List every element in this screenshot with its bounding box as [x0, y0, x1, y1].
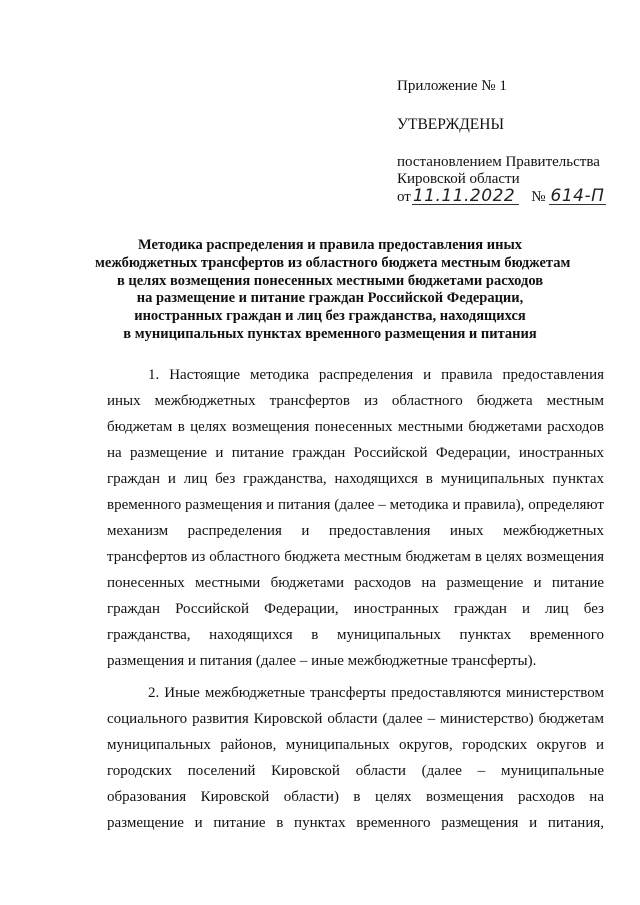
approved-heading: УТВЕРЖДЕНЫ — [397, 116, 504, 133]
paragraph-1: 1. Настоящие методика распределения и правила предоставления иных межбюджетных трансфертов из областного бюджета местным бюджетам в целях возмещения понесенных местными бюджетами расходов на размещение и питание граждан Российской Федерации, иностранных граждан и лиц без гражданства, находящихся в муниципальных пунктах временного размещения и питания (далее – методика и правила), определяют механизм распределения и предоставления иных межбюджетных трансфертов из областного бюджета местным бюджетам в целях возмещения понесенных местными бюджетами расходов на размещение и питание граждан Российской Федерации, иностранных граждан и лиц без гражданства, находящихся в муниципальных пунктах временного размещения и питания (далее – иные межбюджетные трансферты). — [107, 367, 604, 669]
approval-block — [397, 78, 632, 206]
title-line-6: в муниципальных пунктах временного размещения и питания — [123, 325, 537, 342]
decree-date-number-line — [397, 188, 632, 206]
title-line-5: иностранных граждан и лиц без гражданства, находящихся — [134, 308, 526, 325]
paragraph-2: 2. Иные межбюджетные трансферты предоставляются министерством социального развития Кировской области (далее – министерство) бюджетам муниципальных районов, муниципальных округов, городских округов и городских поселений Кировской области (далее – муниципальные образования Кировской области) в целях возмещения расходов на размещение и питание в пунктах временного размещения и питания, — [107, 685, 604, 831]
decree-line-1: постановлением Правительства — [397, 154, 600, 170]
number-prefix: № — [531, 189, 546, 205]
appendix-label: Приложение № 1 — [397, 78, 507, 94]
title-line-2: межбюджетных трансфертов из областного бюджета местным бюджетам — [95, 254, 571, 271]
title-line-4: на размещение и питание граждан Российской Федерации, — [136, 290, 524, 307]
handwritten-number: 614-П — [550, 186, 605, 206]
decree-line-2: Кировской области — [397, 171, 520, 187]
title-line-1: Методика распределения и правила предоставления иных — [137, 237, 523, 253]
title-line-3: в целях возмещения понесенных местными бюджетами расходов — [116, 272, 544, 289]
handwritten-date: 11.11.2022 — [412, 188, 519, 205]
document-title — [95, 237, 571, 344]
decree-reference — [397, 154, 632, 206]
date-prefix: от — [397, 189, 411, 205]
document-body — [107, 362, 604, 836]
